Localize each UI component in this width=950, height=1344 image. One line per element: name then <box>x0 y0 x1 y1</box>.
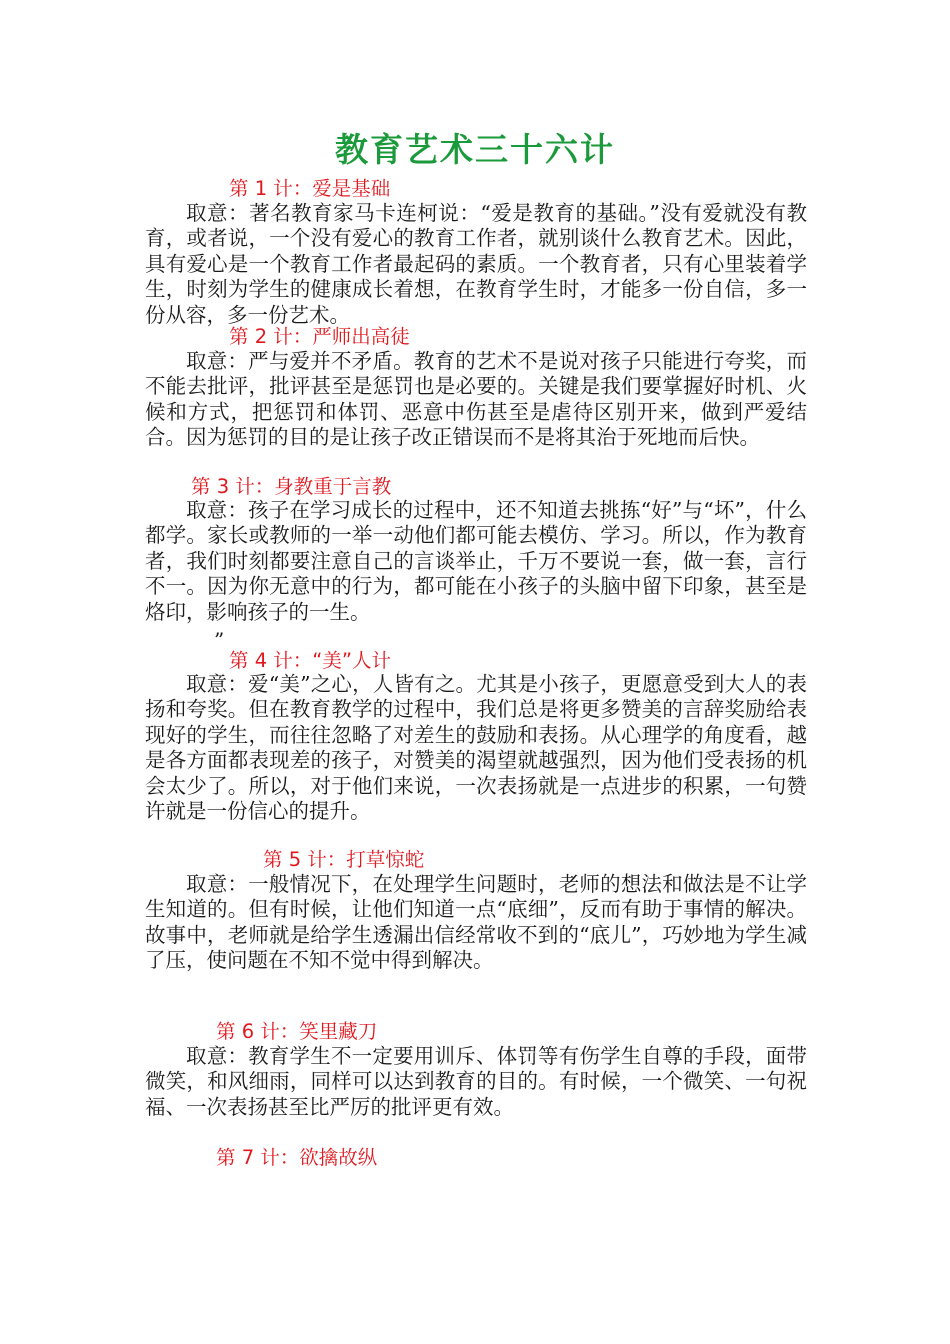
page-title: 教育艺术三十六计 <box>335 130 615 169</box>
section-5-body: 取意：一般情况下，在处理学生问题时，老师的想法和做法是不让学生知道的。但有时候，让他们知道一点“底细”，反而有助于事情的解决。故事中，老师就是给学生透漏出信经常收不到的“底儿”，巧妙地为学生减了压，使问题在不知不觉中得到解决。 <box>145 872 807 973</box>
section-5-heading: 第 5 计：打草惊蛇 <box>263 848 425 871</box>
section-4-heading: 第 4 计：“美”人计 <box>229 649 392 672</box>
section-4-body: 取意：爱“美”之心，人皆有之。尤其是小孩子，更愿意受到大人的表扬和夸奖。但在教育教学的过程中，我们总是将更多赞美的言辞奖励给表现好的学生，而往往忽略了对差生的鼓励和表扬。从心理学的角度看，越是各方面都表现差的孩子，对赞美的渴望就越强烈，因为他们受表扬的机会太少了。所以，对于他们来说，一次表扬就是一点进步的积累，一句赞许就是一份信心的提升。 <box>145 672 807 824</box>
section-3-heading: 第 3 计：身教重于言教 <box>191 475 392 498</box>
section-1-body: 取意：著名教育家马卡连柯说：“爱是教育的基础。”没有爱就没有教育，或者说，一个没有爱心的教育工作者，就别谈什么教育艺术。因此，具有爱心是一个教育工作者最起码的素质。一个教育者，只有心里装着学生，时刻为学生的健康成长着想，在教育学生时，才能多一份自信，多一份从容，多一份艺术。 <box>145 201 807 327</box>
section-3-body: 取意：孩子在学习成长的过程中，还不知道去挑拣“好”与“坏”，什么都学。家长或教师的一举一动他们都可能去模仿、学习。所以，作为教育者，我们时刻都要注意自己的言谈举止，千万不要说一套，做一套，言行不一。因为你无意中的行为，都可能在小孩子的头脑中留下印象，甚至是烙印，影响孩子的一生。 <box>145 498 807 624</box>
section-2-body: 取意：严与爱并不矛盾。教育的艺术不是说对孩子只能进行夸奖，而不能去批评，批评甚至是惩罚也是必要的。关键是我们要掌握好时机、火候和方式，把惩罚和体罚、恶意中伤甚至是虐待区别开来，做到严爱结合。因为惩罚的目的是让孩子改正错误而不是将其治于死地而后快。 <box>145 349 807 450</box>
section-6-heading: 第 6 计：笑里藏刀 <box>216 1020 378 1043</box>
section-2-heading: 第 2 计：严师出高徒 <box>229 325 410 348</box>
section-6-body: 取意：教育学生不一定要用训斥、体罚等有伤学生自尊的手段，面带微笑，和风细雨，同样可以达到教育的目的。有时候，一个微笑、一句祝福、一次表扬甚至比严厉的批评更有效。 <box>145 1044 807 1119</box>
section-3-trailing-mark: ” <box>214 628 225 652</box>
section-1-heading: 第 1 计：爱是基础 <box>229 177 391 200</box>
section-7-heading: 第 7 计：欲擒故纵 <box>216 1146 378 1169</box>
